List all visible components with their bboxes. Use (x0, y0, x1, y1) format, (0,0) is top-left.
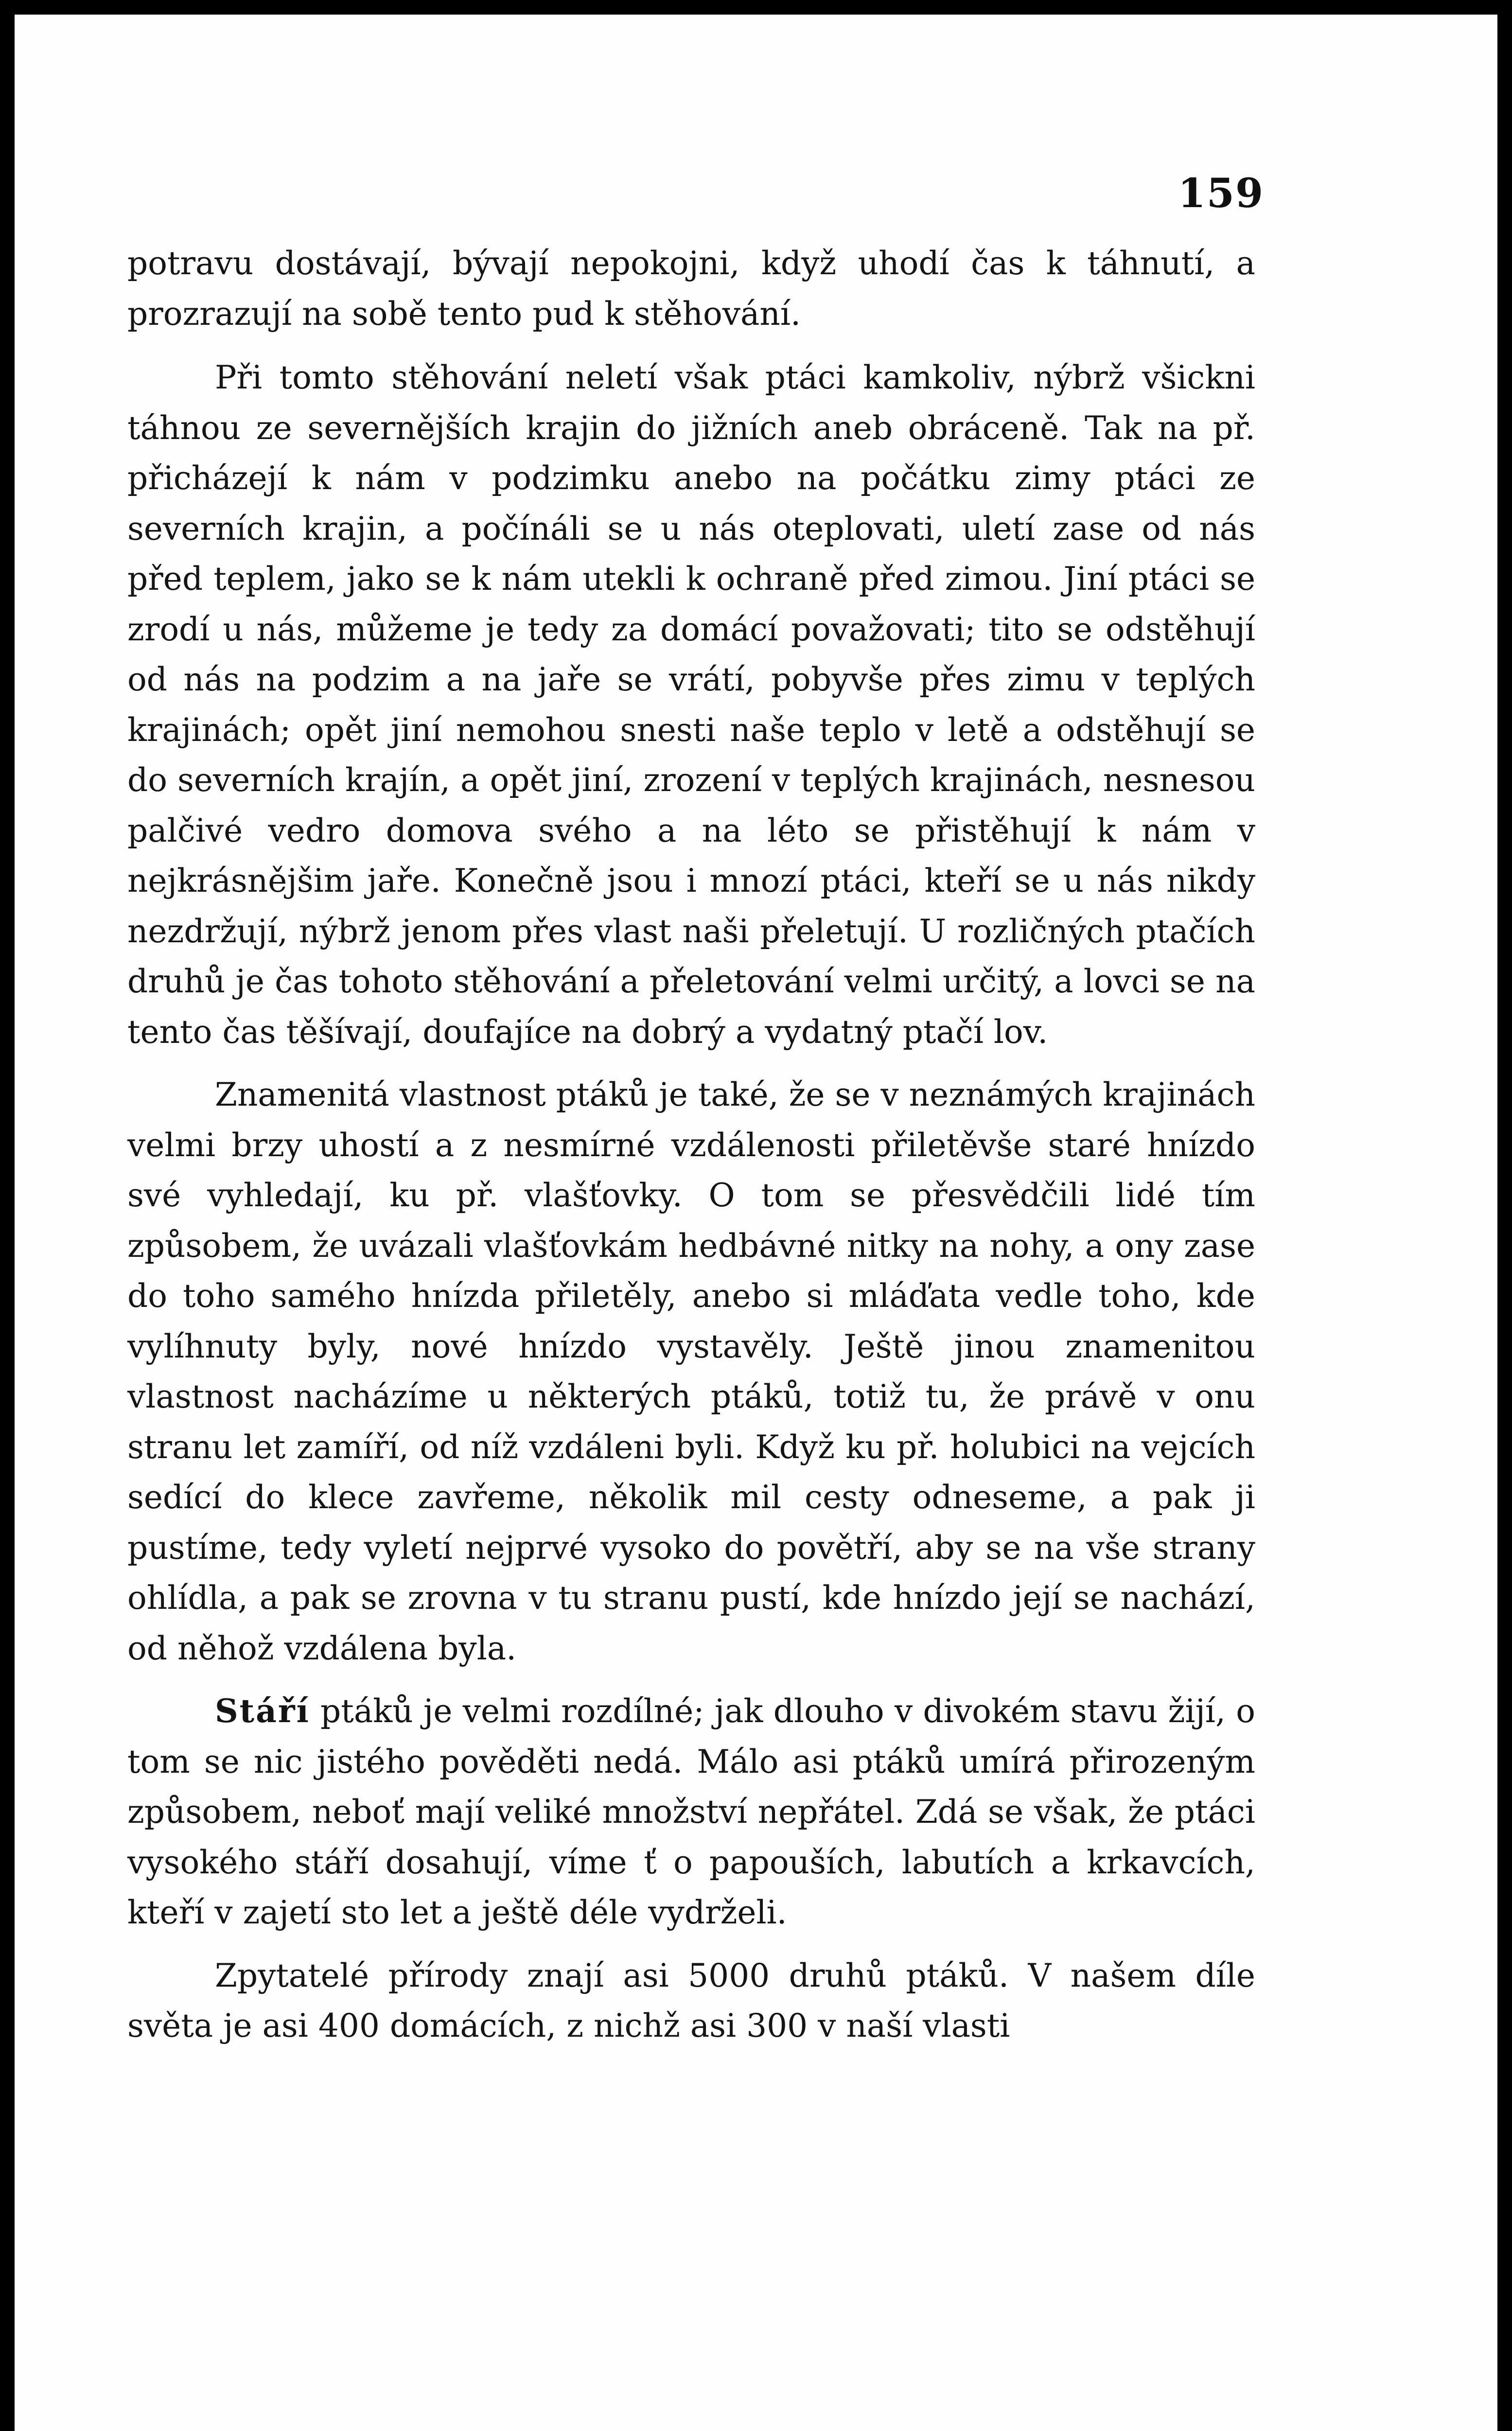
book-page (15, 15, 1497, 2431)
paragraph-homing (127, 1070, 1255, 1674)
paragraph-homing-text: Znamenitá vlastnost ptáků je také, že se v neznámých krajinách velmi brzy uhostí a z nesmírné vzdálenosti přiletěvše staré hnízdo své vyhledají, ku př. vlašťovky. O tom se přesvědčili lidé tím způsobem, že uvázali vlašťovkám hedbávné nitky na nohy, a ony zase do toho samého hnízda přiletěly, anebo si mláďata vedle toho, kde vylíhnuty byly, nové hnízdo vystavěly. Ještě jinou znamenitou vlastnost nacházíme u některých ptáků, totiž tu, že právě v onu stranu let zamíří, od níž vzdáleni byli. Když ku př. holubici na vejcích sedící do klece zavřeme, několik mil cesty odneseme, a pak ji pustíme, tedy vyletí nejprvé vysoko do povětří, aby se na vše strany ohlídla, a pak se zrovna v tu stranu pustí, kde hnízdo její se nachází, od něhož vzdálena byla. (127, 1076, 1255, 1667)
paragraph-continuation: potravu dostávají, bývají nepokojni, když uhodí čas k táhnutí, a prozrazují na sobě tento pud k stěhování. (127, 245, 1255, 333)
paragraph-migration: Při tomto stěhování neletí však ptáci kamkoliv, nýbrž všickni táhnou ze severnějších krajin do jižních aneb obráceně. Tak na př. přicházejí k nám v podzimku anebo na počátku zimy ptáci ze severních krajin, a počínáli se u nás oteplovati, uletí zase od nás před teplem, jako se k nám utekli k ochraně před zimou. Jiní ptáci se zrodí u nás, můžeme je tedy za domácí považovati; tito se odstěhují od nás na podzim a na jaře se vrátí, pobyvše přes zimu v teplých krajinách; opět jiní nemohou snesti naše teplo v letě a odstěhují se do severních krajín, a opět jiní, zrození v teplých krajinách, nesnesou palčivé vedro domova svého a na léto se přistěhují k nám v nejkrásnějšim jaře. Konečně jsou i mnozí ptáci, kteří se u nás nikdy nezdržují, nýbrž jenom přes vlast naši přeletují. U rozličných ptačích druhů je čas tohoto stěhování a přeletování velmi určitý, a lovci se na tento čas těšívají, doufajíce na dobrý a vydatný ptačí lov. (127, 359, 1255, 1051)
body-text (127, 238, 1255, 2064)
paragraph-species: Zpytatelé přírody znají asi 5000 druhů ptáků. V našem díle světa je asi 400 domácích, z nichž asi 300 v naší vlasti (127, 1956, 1255, 2044)
paragraph-age (127, 1686, 1255, 1938)
page-number: 159 (1178, 170, 1264, 217)
section-heading-age: Stáří (215, 1692, 310, 1730)
paragraph-age-text: ptáků je velmi rozdílné; jak dlouho v divokém stavu žijí, o tom se nic jistého pověděti nedá. Málo asi ptáků umírá přirozeným způsobem, neboť mají veliké množství nepřátel. Zdá se však, že ptáci vysokého stáří dosahují, víme ť o papouších, labutích a krkavcích, kteří v zajetí sto let a ještě déle vydrželi. (127, 1692, 1256, 1931)
